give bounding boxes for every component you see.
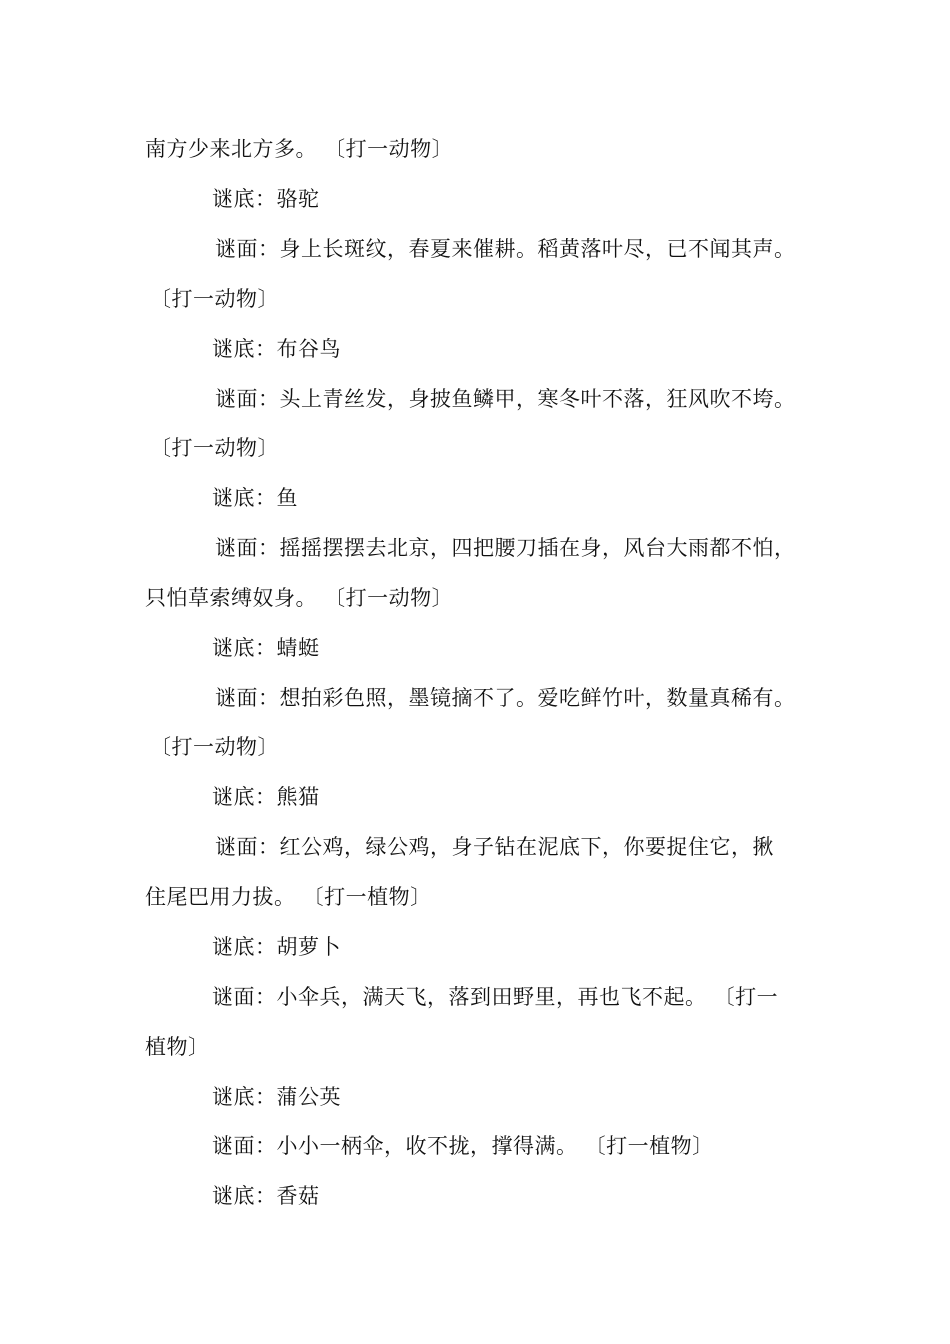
text-line: 〔打一动物〕	[150, 287, 279, 311]
text-line: 住尾巴用力拔。 〔打一植物〕	[145, 885, 432, 909]
text-line: 〔打一动物〕	[150, 436, 279, 460]
text-line: 〔打一动物〕	[150, 735, 279, 759]
answer-line: 谜底：蒲公英	[212, 1085, 341, 1109]
riddle-line: 谜面：小小一柄伞，收不拢，撑得满。 〔打一植物〕	[212, 1134, 714, 1158]
text-line: 植物〕	[145, 1035, 210, 1059]
answer-line: 谜底：熊猫	[212, 785, 320, 809]
text-line: 只怕草索缚奴身。 〔打一动物〕	[145, 586, 454, 610]
answer-line: 谜底：胡萝卜	[212, 935, 341, 959]
riddle-line: 谜面：红公鸡，绿公鸡，身子钻在泥底下，你要捉住它，揪	[215, 835, 774, 859]
answer-line: 谜底：骆驼	[212, 187, 320, 211]
answer-line: 谜底：鱼	[212, 486, 298, 510]
riddle-line: 谜面：小伞兵，满天飞，落到田野里，再也飞不起。 〔打一	[212, 985, 779, 1009]
answer-line: 谜底：香菇	[212, 1184, 320, 1208]
answer-line: 谜底：蜻蜓	[212, 636, 320, 660]
riddle-line: 谜面：头上青丝发，身披鱼鳞甲，寒冬叶不落，狂风吹不垮。	[215, 387, 796, 411]
riddle-line: 谜面：想拍彩色照，墨镜摘不了。爱吃鲜竹叶，数量真稀有。	[215, 686, 796, 710]
text-line: 南方少来北方多。 〔打一动物〕	[145, 137, 454, 161]
riddle-line: 谜面：身上长斑纹，春夏来催耕。稻黄落叶尽，已不闻其声。	[215, 237, 796, 261]
riddle-line: 谜面：摇摇摆摆去北京，四把腰刀插在身，风台大雨都不怕，	[215, 536, 796, 560]
answer-line: 谜底：布谷鸟	[212, 337, 341, 361]
